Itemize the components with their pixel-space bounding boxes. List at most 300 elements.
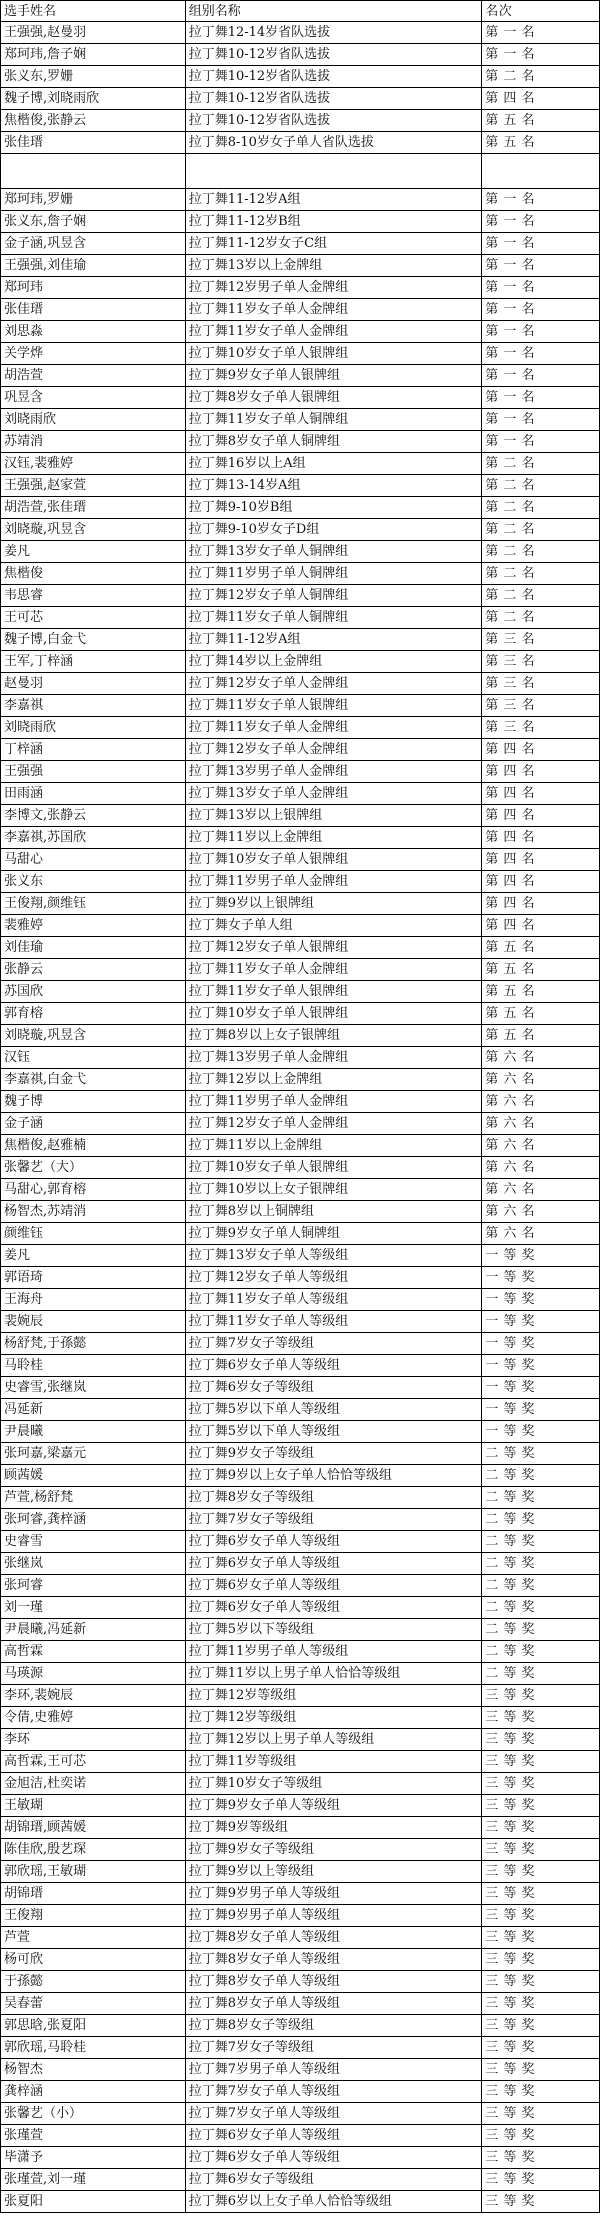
table-row — [0, 88, 600, 110]
group-cell: 拉丁舞9岁女子单人铜牌组 — [186, 1223, 483, 1244]
table-row — [0, 805, 600, 827]
group-cell: 拉丁舞11岁女子单人等级组 — [186, 1289, 483, 1310]
name-cell: 韦思睿 — [1, 585, 186, 606]
group-cell: 拉丁舞11岁女子单人等级组 — [186, 1311, 483, 1332]
group-cell: 拉丁舞9岁等级组 — [186, 1817, 483, 1838]
rank-cell: 第 六 名 — [482, 1091, 600, 1112]
rank-cell: 第 六 名 — [482, 1223, 600, 1244]
name-cell: 张馨艺（大） — [1, 1157, 186, 1178]
group-cell: 拉丁舞9岁女子等级组 — [186, 1443, 483, 1464]
name-cell: 马甜心 — [1, 849, 186, 870]
group-cell: 拉丁舞10岁女子单人银牌组 — [186, 1003, 483, 1024]
table-row — [0, 44, 600, 66]
group-cell: 拉丁舞7岁女子单人等级组 — [186, 2103, 483, 2124]
group-cell — [186, 154, 483, 188]
group-cell: 拉丁舞11岁女子单人银牌组 — [186, 695, 483, 716]
group-cell: 拉丁舞9岁男子单人等级组 — [186, 1905, 483, 1926]
rank-cell: 第 一 名 — [482, 255, 600, 276]
table-row — [0, 585, 600, 607]
name-cell: 杨可欣 — [1, 1949, 186, 1970]
group-cell: 拉丁舞9岁男子单人等级组 — [186, 1883, 483, 1904]
name-cell: 郭思晗,张夏阳 — [1, 2015, 186, 2036]
group-cell: 拉丁舞10-12岁省队选拔 — [186, 88, 483, 109]
group-cell: 拉丁舞11岁女子单人银牌组 — [186, 981, 483, 1002]
group-cell: 拉丁舞8岁以上女子银牌组 — [186, 1025, 483, 1046]
rank-cell: 第 三 名 — [482, 673, 600, 694]
table-row — [0, 1553, 600, 1575]
header-rank: 名次 — [482, 1, 600, 21]
name-cell: 胡锦瑨 — [1, 1883, 186, 1904]
group-cell: 拉丁舞10岁女子单人银牌组 — [186, 343, 483, 364]
table-row — [0, 497, 600, 519]
rank-cell: 第 六 名 — [482, 1201, 600, 1222]
table-row — [0, 1377, 600, 1399]
table-row — [0, 1663, 600, 1685]
group-cell: 拉丁舞8岁女子单人银牌组 — [186, 387, 483, 408]
table-row — [0, 563, 600, 585]
group-cell: 拉丁舞12岁女子单人金牌组 — [186, 1113, 483, 1134]
name-cell: 颜维钰 — [1, 1223, 186, 1244]
name-cell: 王强强,赵家萱 — [1, 475, 186, 496]
rank-cell — [482, 154, 600, 188]
group-cell: 拉丁舞8岁女子单人等级组 — [186, 1949, 483, 1970]
group-cell: 拉丁舞6岁女子单人等级组 — [186, 2147, 483, 2168]
table-row — [0, 651, 600, 673]
rank-cell: 第 四 名 — [482, 915, 600, 936]
rank-cell: 三 等 奖 — [482, 2059, 600, 2080]
name-cell: 郭欣瑶,王敏瑚 — [1, 1861, 186, 1882]
name-cell: 尹晨曦 — [1, 1421, 186, 1442]
name-cell: 刘一瑾 — [1, 1597, 186, 1618]
name-cell: 杨智杰 — [1, 2059, 186, 2080]
rank-cell: 第 一 名 — [482, 211, 600, 232]
group-cell: 拉丁舞11岁以上男子单人恰恰等级组 — [186, 1663, 483, 1684]
rank-cell: 第 四 名 — [482, 783, 600, 804]
rank-cell: 第 六 名 — [482, 1047, 600, 1068]
rank-cell: 第 四 名 — [482, 88, 600, 109]
name-cell — [1, 154, 186, 188]
name-cell: 令倩,史雅婷 — [1, 1707, 186, 1728]
table-row — [0, 1267, 600, 1289]
table-row — [0, 2015, 600, 2037]
table-row — [0, 1201, 600, 1223]
name-cell: 李嘉祺,苏国欣 — [1, 827, 186, 848]
group-cell: 拉丁舞11岁女子单人铜牌组 — [186, 607, 483, 628]
rank-cell: 第 六 名 — [482, 1179, 600, 1200]
group-cell: 拉丁舞8岁女子单人等级组 — [186, 1927, 483, 1948]
rank-cell: 一 等 奖 — [482, 1311, 600, 1332]
table-row — [0, 519, 600, 541]
group-cell: 拉丁舞13岁女子单人铜牌组 — [186, 541, 483, 562]
rank-cell: 三 等 奖 — [482, 1729, 600, 1750]
group-cell: 拉丁舞12岁等级组 — [186, 1707, 483, 1728]
rank-cell: 三 等 奖 — [482, 1817, 600, 1838]
table-row — [0, 1003, 600, 1025]
table-row — [0, 299, 600, 321]
group-cell: 拉丁舞5岁以下单人等级组 — [186, 1421, 483, 1442]
group-cell: 拉丁舞12岁以上男子单人等级组 — [186, 1729, 483, 1750]
table-row — [0, 132, 600, 154]
rank-cell: 第 二 名 — [482, 607, 600, 628]
group-cell: 拉丁舞10岁以上女子银牌组 — [186, 1179, 483, 1200]
name-cell: 魏子博,刘晓雨欣 — [1, 88, 186, 109]
name-cell: 张佳瑨 — [1, 299, 186, 320]
rank-cell: 第 五 名 — [482, 937, 600, 958]
group-cell: 拉丁舞11-12岁A组 — [186, 189, 483, 210]
group-cell: 拉丁舞7岁女子等级组 — [186, 2037, 483, 2058]
name-cell: 毕潇予 — [1, 2147, 186, 2168]
rank-cell: 第 三 名 — [482, 651, 600, 672]
group-cell: 拉丁舞7岁女子等级组 — [186, 1509, 483, 1530]
table-row — [0, 1245, 600, 1267]
rank-cell: 三 等 奖 — [482, 1707, 600, 1728]
group-cell: 拉丁舞9岁以上银牌组 — [186, 893, 483, 914]
rank-cell: 二 等 奖 — [482, 1575, 600, 1596]
table-row — [0, 695, 600, 717]
rank-cell: 三 等 奖 — [482, 1949, 600, 1970]
group-cell: 拉丁舞12岁女子单人铜牌组 — [186, 585, 483, 606]
rank-cell: 第 四 名 — [482, 893, 600, 914]
rank-cell: 三 等 奖 — [482, 2103, 600, 2124]
table-row — [0, 1135, 600, 1157]
table-row — [0, 1817, 600, 1839]
table-row — [0, 1971, 600, 1993]
name-cell: 裴婉辰 — [1, 1311, 186, 1332]
table-row — [0, 1399, 600, 1421]
group-cell: 拉丁舞13岁女子单人金牌组 — [186, 783, 483, 804]
table-row — [0, 959, 600, 981]
group-cell: 拉丁舞8-10岁女子单人省队选拔 — [186, 132, 483, 153]
name-cell: 姜凡 — [1, 541, 186, 562]
name-cell: 苏国欣 — [1, 981, 186, 1002]
rank-cell: 三 等 奖 — [482, 1971, 600, 1992]
group-cell: 拉丁舞6岁女子单人等级组 — [186, 1597, 483, 1618]
name-cell: 张静云 — [1, 959, 186, 980]
group-cell: 拉丁舞12岁女子单人金牌组 — [186, 739, 483, 760]
table-row — [0, 937, 600, 959]
group-cell: 拉丁舞11岁女子单人金牌组 — [186, 321, 483, 342]
name-cell: 金子涵 — [1, 1113, 186, 1134]
name-cell: 巩昱含 — [1, 387, 186, 408]
group-cell: 拉丁舞6岁女子单人等级组 — [186, 1575, 483, 1596]
group-cell: 拉丁舞6岁女子单人等级组 — [186, 1531, 483, 1552]
rank-cell: 二 等 奖 — [482, 1597, 600, 1618]
group-cell: 拉丁舞12-14岁省队选拔 — [186, 22, 483, 43]
name-cell: 杨智杰,苏靖消 — [1, 1201, 186, 1222]
group-cell: 拉丁舞11岁女子单人金牌组 — [186, 299, 483, 320]
table-row — [0, 2169, 600, 2191]
rank-cell: 一 等 奖 — [482, 1355, 600, 1376]
rank-cell: 第 二 名 — [482, 475, 600, 496]
name-cell: 史睿雪,张继岚 — [1, 1377, 186, 1398]
table-row — [0, 673, 600, 695]
table-row — [0, 607, 600, 629]
name-cell: 王俊翔 — [1, 1905, 186, 1926]
table-row — [0, 1047, 600, 1069]
group-cell: 拉丁舞14岁以上金牌组 — [186, 651, 483, 672]
spacer-row — [0, 154, 600, 189]
name-cell: 郭欣瑶,马聆桂 — [1, 2037, 186, 2058]
name-cell: 焦楷俊,张静云 — [1, 110, 186, 131]
table-row — [0, 1905, 600, 1927]
rank-cell: 第 一 名 — [482, 431, 600, 452]
name-cell: 刘思淼 — [1, 321, 186, 342]
table-row — [0, 1069, 600, 1091]
table-row — [0, 1839, 600, 1861]
group-cell: 拉丁舞13岁以上银牌组 — [186, 805, 483, 826]
group-cell: 拉丁舞11岁以上金牌组 — [186, 827, 483, 848]
table-row — [0, 893, 600, 915]
name-cell: 吴春蕾 — [1, 1993, 186, 2014]
name-cell: 李嘉祺 — [1, 695, 186, 716]
rank-cell: 二 等 奖 — [482, 1509, 600, 1530]
rank-cell: 第 六 名 — [482, 1135, 600, 1156]
table-row — [0, 1531, 600, 1553]
table-row — [0, 277, 600, 299]
rank-cell: 一 等 奖 — [482, 1245, 600, 1266]
table-row — [0, 387, 600, 409]
name-cell: 王敏瑚 — [1, 1795, 186, 1816]
group-cell: 拉丁舞10岁女子等级组 — [186, 1773, 483, 1794]
group-cell: 拉丁舞13岁女子单人等级组 — [186, 1245, 483, 1266]
name-cell: 马瑛源 — [1, 1663, 186, 1684]
rank-cell: 三 等 奖 — [482, 2147, 600, 2168]
name-cell: 张义东,詹子娴 — [1, 211, 186, 232]
group-cell: 拉丁舞5岁以下等级组 — [186, 1619, 483, 1640]
rank-cell: 第 四 名 — [482, 805, 600, 826]
rank-cell: 三 等 奖 — [482, 1751, 600, 1772]
table-row — [0, 1223, 600, 1245]
table-row — [0, 211, 600, 233]
group-cell: 拉丁舞女子单人组 — [186, 915, 483, 936]
rank-cell: 第 三 名 — [482, 695, 600, 716]
rank-cell: 三 等 奖 — [482, 1993, 600, 2014]
rank-cell: 第 一 名 — [482, 343, 600, 364]
group-cell: 拉丁舞8岁女子等级组 — [186, 2015, 483, 2036]
name-cell: 李环,裴婉辰 — [1, 1685, 186, 1706]
table-row — [0, 717, 600, 739]
group-cell: 拉丁舞10岁女子单人银牌组 — [186, 1157, 483, 1178]
name-cell: 高哲霖,王可芯 — [1, 1751, 186, 1772]
rank-cell: 第 二 名 — [482, 563, 600, 584]
name-cell: 马聆桂 — [1, 1355, 186, 1376]
name-cell: 金子涵,巩昱含 — [1, 233, 186, 254]
rank-cell: 一 等 奖 — [482, 1421, 600, 1442]
table-row — [0, 1861, 600, 1883]
table-row — [0, 321, 600, 343]
table-row — [0, 1575, 600, 1597]
group-cell: 拉丁舞9岁女子单人等级组 — [186, 1795, 483, 1816]
table-row — [0, 981, 600, 1003]
name-cell: 李环 — [1, 1729, 186, 1750]
rank-cell: 第 二 名 — [482, 453, 600, 474]
group-cell: 拉丁舞11-12岁女子C组 — [186, 233, 483, 254]
table-row — [0, 2037, 600, 2059]
name-cell: 郭育榕 — [1, 1003, 186, 1024]
rank-cell: 三 等 奖 — [482, 2081, 600, 2102]
name-cell: 刘晓璇,巩昱含 — [1, 1025, 186, 1046]
rank-cell: 第 二 名 — [482, 585, 600, 606]
table-row — [0, 1993, 600, 2015]
group-cell: 拉丁舞8岁女子等级组 — [186, 1487, 483, 1508]
rank-cell: 第 五 名 — [482, 110, 600, 131]
rank-cell: 第 四 名 — [482, 871, 600, 892]
name-cell: 顾茜媛 — [1, 1465, 186, 1486]
rank-cell: 三 等 奖 — [482, 1839, 600, 1860]
rank-cell: 三 等 奖 — [482, 1883, 600, 1904]
name-cell: 王强强 — [1, 761, 186, 782]
rank-cell: 第 一 名 — [482, 321, 600, 342]
rank-cell: 第 五 名 — [482, 981, 600, 1002]
rank-cell: 二 等 奖 — [482, 1531, 600, 1552]
table-row — [0, 2081, 600, 2103]
rank-cell: 第 五 名 — [482, 959, 600, 980]
name-cell: 胡浩萱,张佳瑨 — [1, 497, 186, 518]
name-cell: 史睿雪 — [1, 1531, 186, 1552]
table-row — [0, 1311, 600, 1333]
name-cell: 王海舟 — [1, 1289, 186, 1310]
rank-cell: 第 一 名 — [482, 277, 600, 298]
table-row — [0, 475, 600, 497]
name-cell: 冯延新 — [1, 1399, 186, 1420]
name-cell: 李博文,张静云 — [1, 805, 186, 826]
name-cell: 张瑾萱,刘一瑾 — [1, 2169, 186, 2190]
name-cell: 汉钰 — [1, 1047, 186, 1068]
table-row — [0, 1707, 600, 1729]
rank-cell: 三 等 奖 — [482, 2015, 600, 2036]
table-row — [0, 871, 600, 893]
group-cell: 拉丁舞13岁男子单人金牌组 — [186, 761, 483, 782]
group-cell: 拉丁舞11-12岁B组 — [186, 211, 483, 232]
rank-cell: 三 等 奖 — [482, 1905, 600, 1926]
rank-cell: 第 六 名 — [482, 1113, 600, 1134]
table-row — [0, 629, 600, 651]
name-cell: 金旭洁,杜奕诺 — [1, 1773, 186, 1794]
name-cell: 胡锦瑨,顾茜媛 — [1, 1817, 186, 1838]
table-row — [0, 1773, 600, 1795]
name-cell: 刘晓雨欣 — [1, 409, 186, 430]
name-cell: 魏子博 — [1, 1091, 186, 1112]
name-cell: 龚梓涵 — [1, 2081, 186, 2102]
group-cell: 拉丁舞10-12岁省队选拔 — [186, 110, 483, 131]
name-cell: 高哲霖 — [1, 1641, 186, 1662]
group-cell: 拉丁舞11岁女子单人铜牌组 — [186, 409, 483, 430]
rank-cell: 第 四 名 — [482, 827, 600, 848]
rank-cell: 二 等 奖 — [482, 1641, 600, 1662]
table-row — [0, 1443, 600, 1465]
rank-cell: 一 等 奖 — [482, 1333, 600, 1354]
table-row — [0, 915, 600, 937]
table-header-row — [0, 0, 600, 22]
name-cell: 田雨涵 — [1, 783, 186, 804]
table-row — [0, 1157, 600, 1179]
name-cell: 焦楷俊,赵雅楠 — [1, 1135, 186, 1156]
table-row — [0, 343, 600, 365]
rank-cell: 一 等 奖 — [482, 1267, 600, 1288]
group-cell: 拉丁舞8岁以上铜牌组 — [186, 1201, 483, 1222]
name-cell: 赵曼羽 — [1, 673, 186, 694]
rank-cell: 第 二 名 — [482, 519, 600, 540]
group-cell: 拉丁舞6岁女子等级组 — [186, 2169, 483, 2190]
header-name: 选手姓名 — [1, 1, 186, 21]
name-cell: 张义东,罗姗 — [1, 66, 186, 87]
table-row — [0, 1685, 600, 1707]
table-row — [0, 783, 600, 805]
name-cell: 王强强,赵曼羽 — [1, 22, 186, 43]
table-row — [0, 1641, 600, 1663]
table-row — [0, 365, 600, 387]
name-cell: 刘晓雨欣 — [1, 717, 186, 738]
name-cell: 杨舒梵,于孫懿 — [1, 1333, 186, 1354]
table-row — [0, 1421, 600, 1443]
name-cell: 刘佳瑜 — [1, 937, 186, 958]
name-cell: 汉钰,裴雅婷 — [1, 453, 186, 474]
name-cell: 胡浩萱 — [1, 365, 186, 386]
rank-cell: 第 六 名 — [482, 1157, 600, 1178]
name-cell: 魏子博,白金弋 — [1, 629, 186, 650]
group-cell: 拉丁舞7岁女子单人等级组 — [186, 2081, 483, 2102]
group-cell: 拉丁舞11岁男子单人金牌组 — [186, 1091, 483, 1112]
rank-cell: 二 等 奖 — [482, 1663, 600, 1684]
table-row — [0, 1597, 600, 1619]
table-row — [0, 2103, 600, 2125]
name-cell: 陈佳欣,殷艺琛 — [1, 1839, 186, 1860]
group-cell: 拉丁舞12岁女子单人银牌组 — [186, 937, 483, 958]
name-cell: 张珂睿 — [1, 1575, 186, 1596]
group-cell: 拉丁舞7岁男子单人等级组 — [186, 2059, 483, 2080]
rank-cell: 第 一 名 — [482, 233, 600, 254]
table-row — [0, 255, 600, 277]
name-cell: 裴雅婷 — [1, 915, 186, 936]
rank-cell: 第 一 名 — [482, 365, 600, 386]
name-cell: 刘晓璇,巩昱含 — [1, 519, 186, 540]
group-cell: 拉丁舞8岁女子单人铜牌组 — [186, 431, 483, 452]
table-row — [0, 453, 600, 475]
group-cell: 拉丁舞10-12岁省队选拔 — [186, 66, 483, 87]
name-cell: 郑珂玮,罗姗 — [1, 189, 186, 210]
group-cell: 拉丁舞11岁男子单人铜牌组 — [186, 563, 483, 584]
rank-cell: 第 四 名 — [482, 849, 600, 870]
group-cell: 拉丁舞7岁女子等级组 — [186, 1333, 483, 1354]
table-row — [0, 1751, 600, 1773]
name-cell: 丁梓涵 — [1, 739, 186, 760]
name-cell: 张瑾萱 — [1, 2125, 186, 2146]
name-cell: 于孫懿 — [1, 1971, 186, 1992]
rank-cell: 第 五 名 — [482, 132, 600, 153]
group-cell: 拉丁舞9-10岁B组 — [186, 497, 483, 518]
name-cell: 李嘉祺,白金弋 — [1, 1069, 186, 1090]
name-cell: 张珂睿,龚梓涵 — [1, 1509, 186, 1530]
name-cell: 姜凡 — [1, 1245, 186, 1266]
group-cell: 拉丁舞6岁女子等级组 — [186, 1377, 483, 1398]
group-cell: 拉丁舞9岁以上等级组 — [186, 1861, 483, 1882]
table-row — [0, 233, 600, 255]
rank-cell: 第 六 名 — [482, 1069, 600, 1090]
name-cell: 张珂嘉,梁嘉元 — [1, 1443, 186, 1464]
group-cell: 拉丁舞13岁以上金牌组 — [186, 255, 483, 276]
rank-cell: 二 等 奖 — [482, 1465, 600, 1486]
group-cell: 拉丁舞9岁女子单人银牌组 — [186, 365, 483, 386]
name-cell: 张馨艺（小） — [1, 2103, 186, 2124]
group-cell: 拉丁舞11岁等级组 — [186, 1751, 483, 1772]
group-cell: 拉丁舞16岁以上A组 — [186, 453, 483, 474]
table-row — [0, 1729, 600, 1751]
group-cell: 拉丁舞11岁女子单人金牌组 — [186, 717, 483, 738]
group-cell: 拉丁舞10岁女子单人银牌组 — [186, 849, 483, 870]
rank-cell: 三 等 奖 — [482, 1927, 600, 1948]
table-row — [0, 1355, 600, 1377]
name-cell: 尹晨曦,冯延新 — [1, 1619, 186, 1640]
